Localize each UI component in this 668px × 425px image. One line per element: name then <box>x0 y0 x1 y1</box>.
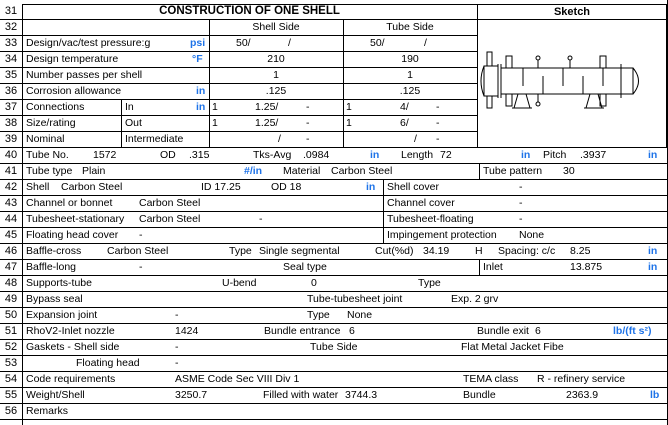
row-54 <box>0 372 668 388</box>
tube-tubesheet-value[interactable]: Exp. 2 grv <box>451 293 499 305</box>
length-label: Length <box>401 149 434 161</box>
filled-water-value[interactable]: 3744.3 <box>345 389 378 401</box>
tema-class-value[interactable]: R - refinery service <box>537 373 626 385</box>
od-value[interactable]: .315 <box>189 149 210 161</box>
row-number: 39 <box>0 132 23 147</box>
shell-id-value[interactable]: ID 17.25 <box>201 181 241 193</box>
baffle-type-value[interactable]: Single segmental <box>259 245 340 257</box>
material-value[interactable]: Carbon Steel <box>331 165 393 177</box>
row-number-partial <box>0 420 23 425</box>
row-43 <box>0 196 668 212</box>
row-number: 32 <box>0 20 23 35</box>
tube-type-value[interactable]: Plain <box>82 165 106 177</box>
tube-value[interactable]: 50/ <box>370 37 385 49</box>
shell-count[interactable]: 1 <box>212 101 218 113</box>
impingement-value[interactable]: None <box>519 229 545 241</box>
row-number: 38 <box>0 116 23 131</box>
row-57-partial <box>0 420 668 425</box>
row-52 <box>0 340 668 356</box>
shell-value[interactable]: 50/ <box>236 37 251 49</box>
row-label: Code requirements <box>26 373 116 385</box>
row-number: 43 <box>0 196 23 211</box>
tube-number-value[interactable]: 1572 <box>93 149 117 161</box>
unit-label: in <box>648 245 658 257</box>
unit-label: in <box>370 149 380 161</box>
pattern-label: Tube pattern <box>483 165 543 177</box>
row-50 <box>0 308 668 324</box>
tubesheet-extra-value[interactable]: - <box>259 213 263 225</box>
row-label: Design temperature <box>26 53 119 65</box>
row-number: 34 <box>0 52 23 67</box>
shell-size[interactable]: / <box>278 133 281 145</box>
row-label: Size/rating <box>26 117 76 129</box>
floating-head-gasket-value[interactable]: - <box>175 357 179 369</box>
row-label: Channel or bonnet <box>26 197 113 209</box>
unit-label: lb <box>650 389 660 401</box>
shell-material-value[interactable]: Carbon Steel <box>61 181 123 193</box>
shell-size[interactable]: 1.25/ <box>255 101 279 113</box>
spacing-value[interactable]: 8.25 <box>570 245 591 257</box>
row-48 <box>0 276 668 292</box>
floating-head-cover-value[interactable]: - <box>139 229 143 241</box>
length-value[interactable]: 72 <box>440 149 452 161</box>
cut-value[interactable]: 34.19 <box>423 245 450 257</box>
tube-size[interactable]: 4/ <box>400 101 409 113</box>
row-sublabel: Intermediate <box>125 133 184 145</box>
row-number: 54 <box>0 372 23 387</box>
channel-material-value[interactable]: Carbon Steel <box>139 197 201 209</box>
tubesheet-floating-label: Tubesheet-floating <box>387 213 474 225</box>
row-number: 50 <box>0 308 23 323</box>
row-55 <box>0 388 668 404</box>
shell-value-sep: / <box>288 37 291 49</box>
tube-rating[interactable]: - <box>436 117 440 129</box>
baffle-material-value[interactable]: Carbon Steel <box>107 245 169 257</box>
row-label: Remarks <box>26 405 69 417</box>
pattern-value[interactable]: 30 <box>563 165 575 177</box>
row-number: 46 <box>0 244 23 259</box>
row-41 <box>0 164 668 180</box>
row-label: Floating head <box>76 357 140 369</box>
row-number: 53 <box>0 356 23 371</box>
impingement-label: Impingement protection <box>387 229 497 241</box>
row-number: 41 <box>0 164 23 179</box>
tube-side-header: Tube Side <box>386 21 434 33</box>
bundle-exit-value[interactable]: 6 <box>535 325 541 337</box>
shell-rating[interactable]: - <box>306 101 310 113</box>
row-label: Corrosion allowance <box>26 85 122 97</box>
channel-cover-label: Channel cover <box>387 197 455 209</box>
row-label: Design/vac/test pressure:g <box>26 37 151 49</box>
expansion-type-value[interactable]: None <box>347 309 373 321</box>
row-label: Gaskets - Shell side <box>26 341 120 353</box>
row-number: 45 <box>0 228 23 243</box>
row-number: 36 <box>0 84 23 99</box>
row-label: Number passes per shell <box>26 69 143 81</box>
row-45 <box>0 228 668 244</box>
bundle-weight-label: Bundle <box>463 389 496 401</box>
row-label: Tubesheet-stationary <box>26 213 125 225</box>
sketch-panel <box>477 19 667 148</box>
row-number: 48 <box>0 276 23 291</box>
row-label: Bypass seal <box>26 293 83 305</box>
row-number: 35 <box>0 68 23 83</box>
row-40 <box>0 148 668 164</box>
exchanger-sketch-icon <box>478 20 666 147</box>
shell-cover-label: Shell cover <box>387 181 439 193</box>
tube-side-label: Tube Side <box>310 341 358 353</box>
filled-water-label: Filled with water <box>263 389 339 401</box>
weight-value[interactable]: 3250.7 <box>175 389 208 401</box>
type-label: Type <box>418 277 441 289</box>
row-label: RhoV2-Inlet nozzle <box>26 325 115 337</box>
inlet-value[interactable]: 13.875 <box>570 261 603 273</box>
row-sublabel: Out <box>125 117 142 129</box>
pitch-value[interactable]: .3937 <box>580 149 607 161</box>
shell-od-value[interactable]: OD 18 <box>271 181 302 193</box>
tks-label: Tks-Avg <box>253 149 292 161</box>
shell-value[interactable]: .125 <box>265 85 287 97</box>
row-53 <box>0 356 668 372</box>
shell-value[interactable]: 210 <box>267 53 285 65</box>
shell-side-header: Shell Side <box>252 21 300 33</box>
row-51 <box>0 324 668 340</box>
section-title: CONSTRUCTION OF ONE SHELL <box>159 5 340 17</box>
row-number: 52 <box>0 340 23 355</box>
row-label: Tube type <box>26 165 73 177</box>
row-number: 56 <box>0 404 23 419</box>
tube-value[interactable]: .125 <box>399 85 421 97</box>
row-number: 37 <box>0 100 23 115</box>
unit-label: psi <box>190 37 206 49</box>
tubesheet-material-value[interactable]: Carbon Steel <box>139 213 201 225</box>
od-label: OD <box>160 149 176 161</box>
inlet-label: Inlet <box>483 261 503 273</box>
tube-tubesheet-label: Tube-tubesheet joint <box>307 293 403 305</box>
row-label: Supports-tube <box>26 277 92 289</box>
row-number: 49 <box>0 292 23 307</box>
spacing-label: Spacing: c/c <box>498 245 556 257</box>
unit-label: in <box>648 261 658 273</box>
shell-cover-value[interactable]: - <box>519 181 523 193</box>
h-label: H <box>475 245 483 257</box>
shell-value[interactable]: 1 <box>273 69 279 81</box>
row-number: 42 <box>0 180 23 195</box>
row-number: 40 <box>0 148 23 163</box>
tube-count[interactable]: 1 <box>346 101 352 113</box>
row-label: Nominal <box>26 133 65 145</box>
tube-value[interactable]: 1 <box>407 69 413 81</box>
row-label: Expansion joint <box>26 309 98 321</box>
tema-class-label: TEMA class <box>463 373 519 385</box>
row-sublabel: In <box>125 101 134 113</box>
unit-label: in <box>521 149 531 161</box>
row-label: Baffle-long <box>26 261 77 273</box>
shell-size[interactable]: 1.25/ <box>255 117 279 129</box>
expansion-joint-value[interactable]: - <box>175 309 179 321</box>
row-49 <box>0 292 668 308</box>
row-number: 33 <box>0 36 23 51</box>
row-number: 47 <box>0 260 23 275</box>
rhov2-value[interactable]: 1424 <box>175 325 199 337</box>
channel-cover-value[interactable]: - <box>519 197 523 209</box>
baffle-long-value[interactable]: - <box>139 261 143 273</box>
seal-type-label: Seal type <box>283 261 327 273</box>
u-bend-label: U-bend <box>222 277 257 289</box>
shell-rating[interactable]: - <box>306 133 310 145</box>
bundle-entrance-value[interactable]: 6 <box>349 325 355 337</box>
row-label: Floating head cover <box>26 229 119 241</box>
type-label: Type <box>307 309 330 321</box>
row-number: 55 <box>0 388 23 403</box>
cut-label: Cut(%d) <box>375 245 414 257</box>
row-44 <box>0 212 668 228</box>
bundle-entrance-label: Bundle entrance <box>264 325 341 337</box>
material-label: Material <box>283 165 321 177</box>
unit-label: °F <box>192 53 203 65</box>
row-label: Connections <box>26 101 85 113</box>
tubesheet-floating-value[interactable]: - <box>519 213 523 225</box>
unit-label: in <box>366 181 376 193</box>
unit-label: in <box>648 149 658 161</box>
row-label: Shell <box>26 181 50 193</box>
tube-size[interactable]: / <box>414 133 417 145</box>
tube-value[interactable]: 190 <box>401 53 419 65</box>
tube-size[interactable]: 6/ <box>400 117 409 129</box>
bundle-exit-label: Bundle exit <box>477 325 529 337</box>
tube-count[interactable]: 1 <box>346 117 352 129</box>
pitch-label: Pitch <box>543 149 567 161</box>
sketch-header: Sketch <box>477 4 667 20</box>
tube-rating[interactable]: - <box>436 101 440 113</box>
row-46 <box>0 244 668 260</box>
row-number: 44 <box>0 212 23 227</box>
shell-gasket-value[interactable]: - <box>175 341 179 353</box>
row-56 <box>0 404 668 420</box>
row-42 <box>0 180 668 196</box>
row-number: 51 <box>0 324 23 339</box>
row-label: Baffle-cross <box>26 245 82 257</box>
shell-rating[interactable]: - <box>306 117 310 129</box>
type-label: Type <box>229 245 252 257</box>
row-label: Tube No. <box>26 149 69 161</box>
tube-gasket-value[interactable]: Flat Metal Jacket Fibe <box>461 341 564 353</box>
bundle-weight-value[interactable]: 2363.9 <box>566 389 599 401</box>
code-value[interactable]: ASME Code Sec VIII Div 1 <box>175 373 300 385</box>
unit-label: in <box>196 85 206 97</box>
row-label: Weight/Shell <box>26 389 85 401</box>
shell-count[interactable]: 1 <box>212 117 218 129</box>
u-bend-value[interactable]: 0 <box>311 277 317 289</box>
tube-rating[interactable]: - <box>436 133 440 145</box>
unit-label: #/in <box>244 165 263 177</box>
row-47 <box>0 260 668 276</box>
row-number: 31 <box>0 4 23 19</box>
tks-value[interactable]: .0984 <box>303 149 330 161</box>
unit-label: lb/(ft s²) <box>613 325 652 337</box>
tube-value-sep: / <box>424 37 427 49</box>
unit-label: in <box>196 101 206 113</box>
